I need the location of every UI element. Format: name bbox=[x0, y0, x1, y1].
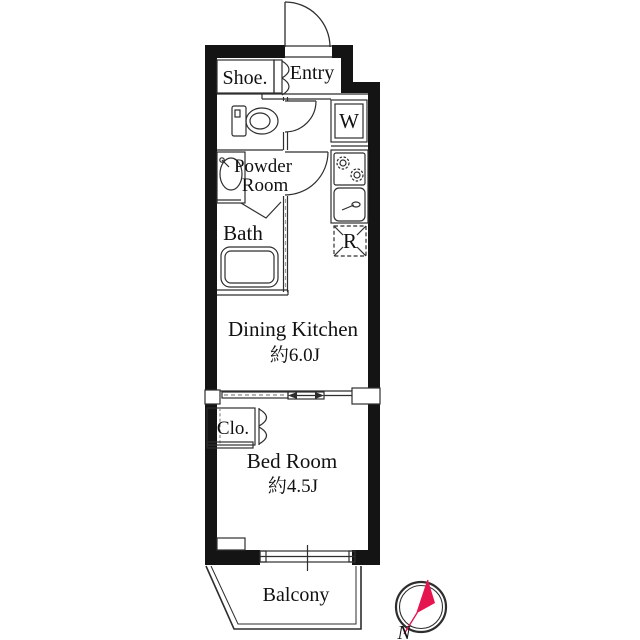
compass-icon bbox=[396, 580, 446, 640]
bath-room bbox=[217, 200, 288, 295]
label-refrigerator: R bbox=[342, 229, 358, 253]
toilet-icon bbox=[232, 106, 278, 136]
sliding-door-left-frame bbox=[205, 390, 220, 404]
fridge-corner-mark bbox=[334, 247, 343, 256]
toilet-room bbox=[217, 97, 316, 150]
label-closet: Clo. bbox=[216, 418, 250, 439]
label-entry: Entry bbox=[289, 62, 335, 84]
wall-bottom-left bbox=[205, 550, 260, 565]
wall-right bbox=[368, 82, 380, 565]
label-dining-kitchen: Dining Kitchen bbox=[227, 317, 359, 341]
label-dk-size: 約6.0J bbox=[269, 345, 321, 366]
fridge-corner-mark bbox=[334, 226, 343, 235]
stove-burner-inner bbox=[340, 160, 346, 166]
label-bedroom: Bed Room bbox=[246, 449, 338, 473]
fridge-corner-mark bbox=[357, 247, 366, 256]
kitchen-counter bbox=[331, 150, 368, 223]
toilet-bowl bbox=[246, 108, 278, 134]
wall-top-left bbox=[205, 45, 285, 58]
shoe-closet-jamb bbox=[274, 60, 282, 93]
wall-left bbox=[205, 45, 217, 565]
entry-door-icon bbox=[285, 2, 332, 57]
sliding-door bbox=[205, 388, 380, 404]
label-powder-line2: Room bbox=[241, 175, 289, 196]
label-balcony: Balcony bbox=[262, 584, 330, 606]
bath-folding-door bbox=[241, 202, 281, 218]
entry-floor-lines bbox=[217, 94, 368, 99]
closet-bifold-door-bottom bbox=[259, 427, 267, 444]
toilet-button bbox=[235, 110, 240, 117]
closet-bifold-door-top bbox=[259, 409, 267, 426]
label-bath: Bath bbox=[223, 221, 263, 245]
bathtub-inner bbox=[225, 251, 274, 283]
bathtub-icon bbox=[221, 247, 278, 287]
label-washer: W bbox=[339, 109, 359, 133]
label-bedroom-size: 約4.5J bbox=[267, 476, 319, 497]
compass-north-label: N bbox=[397, 622, 411, 640]
wall-entry-right bbox=[341, 45, 353, 88]
wall-bottom-right bbox=[352, 550, 380, 565]
label-powder-line1: Powder bbox=[233, 156, 293, 177]
label-shoe: Shoe. bbox=[222, 67, 268, 89]
fridge-corner-mark bbox=[357, 226, 366, 235]
sliding-door-pocket bbox=[352, 388, 380, 404]
toilet-door-arc bbox=[285, 101, 316, 132]
sliding-arrow-right bbox=[315, 392, 324, 399]
pillar-box bbox=[217, 538, 245, 550]
stove-burner-inner bbox=[354, 172, 360, 178]
sink-faucet-head bbox=[352, 202, 360, 207]
shoe-bifold-door-bottom bbox=[282, 78, 289, 95]
entry-door-arc bbox=[285, 2, 330, 47]
stove-burner bbox=[337, 157, 349, 169]
toilet-seat bbox=[250, 113, 270, 129]
shoe-bifold-door-top bbox=[282, 61, 289, 78]
sliding-arrow-left bbox=[288, 392, 297, 399]
stove-burner bbox=[351, 169, 363, 181]
